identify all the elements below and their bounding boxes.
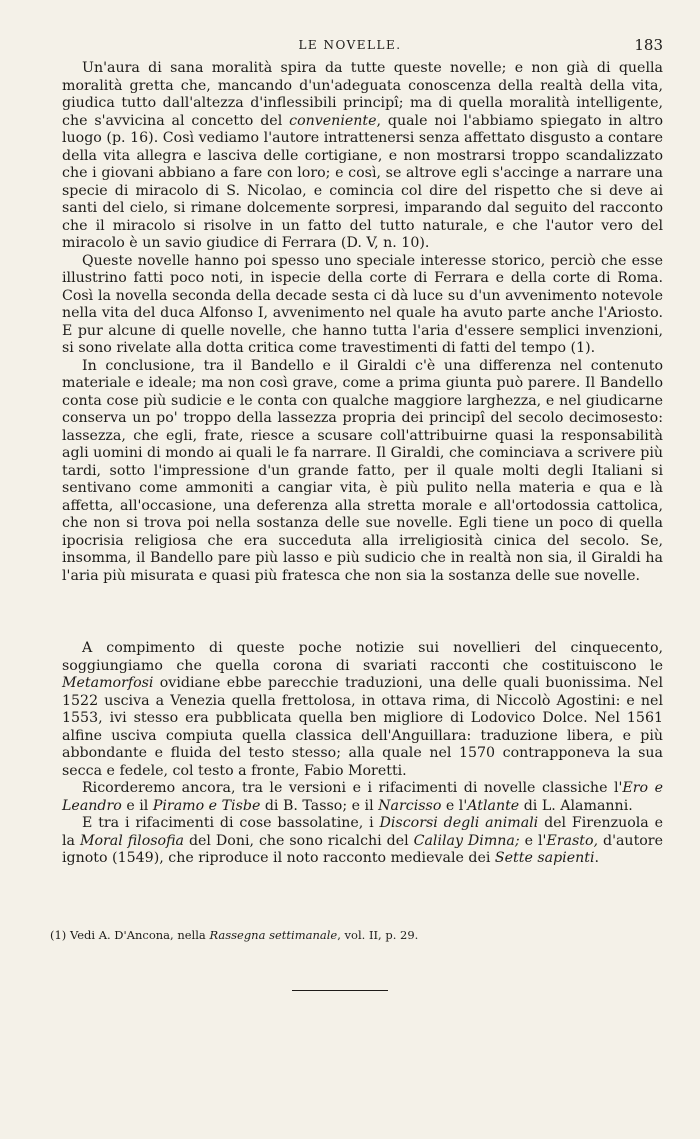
text-run: di B. Tasso; e il xyxy=(260,797,379,814)
text-run: di L. Alamanni. xyxy=(519,797,633,814)
text-run: e il xyxy=(121,797,153,814)
paragraph-metamorphoses xyxy=(62,640,663,780)
italic-term: conveniente xyxy=(289,112,377,129)
text-run: Ricorderemo ancora, tra le versioni e i rifacimenti di novelle classiche l' xyxy=(82,780,623,796)
italic-title: Sette sapienti xyxy=(494,850,595,866)
paragraph-historical-interest: Queste novelle hanno poi spesso uno speciale interesse storico, perciò che esse illustrino fatti poco noti, in ispecie della corte di Ferrara e della corte di Roma. Così la novella seconda della decade sesta ci dà luce su d'un avvenimento notevole nella vita del duca Alfonso I, avvenimento nel quale ha avuto parte anche l'Ariosto. E pur alcune di quelle novelle, che hanno tutta l'aria d'essere semplici invenzioni, si sono rivelate alla dotta critica come travestimenti di fatti del tempo (1). xyxy=(62,252,663,356)
italic-title: Erasto, xyxy=(546,832,599,849)
italic-title: Metamorfosi xyxy=(62,675,154,691)
italic-title: Piramo e Tisbe xyxy=(152,797,261,814)
text-run: del Doni, che sono ricalchi del xyxy=(184,832,414,849)
text-run: (1) Vedi A. D'Ancona, nella xyxy=(50,928,210,942)
text-run: e l' xyxy=(441,797,468,814)
running-title: LE NOVELLE. xyxy=(298,38,402,52)
paragraph-morality xyxy=(62,60,663,253)
paragraph-late-latin-remakes xyxy=(62,815,663,868)
text-run: Un'aura di sana moralità spira da tutte queste novelle; e non già di quella moralità gretta che, mancando d'un'adeguata conoscenza della realtà della vita, giudica tutto dall'altezza d'inflessibili principî; ma di quella moralità intelligente, che s'avvicina al concetto del xyxy=(62,60,663,129)
italic-title: Atlante xyxy=(467,797,520,814)
page-number: 183 xyxy=(634,36,663,54)
italic-title: Rassegna settimanale xyxy=(209,928,338,942)
footnote xyxy=(50,928,670,943)
text-run: ovidiane ebbe parecchie traduzioni, una delle quali buonissima. Nel 1522 usciva a Venezia quella frettolosa, in ottava rima, di Niccolò Agostini: e nel 1553, ivi stesso era pubblicata quella ben migliore di Lodovico Dolce. Nel 1561 alfine usciva compiuta quella classica dell'Anguillara: traduzione libera, e più abbondante e fluida del testo stesso; alla quale nel 1570 contrapponeva la sua secca e fedele, col testo a fronte, Fabio Moretti. xyxy=(62,675,663,779)
italic-title: Discorsi degli animali xyxy=(379,815,539,831)
text-run: del Firenzuola e la xyxy=(62,815,663,849)
italic-title: Moral filosofia xyxy=(79,832,185,849)
text-run: E tra i rifacimenti di cose bassolatine, i xyxy=(82,815,380,831)
text-run: d'autore ignoto (1549), che riproduce il noto racconto medievale dei xyxy=(62,832,663,866)
secondary-text-block xyxy=(62,640,663,868)
paragraph-classical-remakes xyxy=(62,780,663,815)
text-run: , quale noi l'abbiamo spiegato in altro luogo (p. 16). Così vediamo l'autore intrattenersi senza affettato disgusto a contare della vita allegra e lasciva delle cortigiane, e non mostrarsi troppo scandalizzato che i giovani abbiano a fare con loro; e così, se altrove egli s'accinge a narrare una specie di miracolo di S. Nicolao, e comincia col dire del rispetto che si deve ai santi del cielo, si rimane dolcemente sorpresi, imparando dal seguito del racconto che il miracolo si risolve in un fatto del tutto naturale, e che l'autor vero del miracolo è un savio giudice di Ferrara (D. V, n. 10). xyxy=(62,112,663,251)
main-text-block xyxy=(62,60,663,585)
italic-title: Calilay Dimna; xyxy=(413,832,520,849)
italic-title: Ero e Leandro xyxy=(62,780,664,814)
italic-title: Narcisso xyxy=(378,797,442,814)
text-run: . xyxy=(594,850,599,866)
text-run: , vol. II, p. 29. xyxy=(337,928,419,942)
text-run: e l' xyxy=(519,832,547,849)
end-rule-divider xyxy=(292,990,388,991)
text-run: A compimento di queste poche notizie sui novellieri del cinquecento, soggiungiamo che quella corona di svariati racconti che costituiscono le xyxy=(62,640,663,674)
paragraph-conclusion: In conclusione, tra il Bandello e il Giraldi c'è una differenza nel contenuto materiale e ideale; ma non così grave, come a prima giunta può parere. Il Bandello conta cose più sudicie e le conta con qualche maggiore larghezza, e nel giudicarne conserva un po' troppo della lassezza propria dei principî del secolo decimosesto: lassezza, che egli, frate, riesce a scusare coll'attribuirne quasi la responsabilità agli uomini di mondo ai quali le fa narrare. Il Giraldi, che cominciava a scrivere più tardi, sotto l'impressione d'un grande fatto, per il quale molti degli Italiani si sentivano come ammoniti a cangiar vita, è più pulito nella materia e qua e là affetta, all'occasione, una deferenza alla stretta morale e all'ortodossia cattolica, che non si trova poi nella sostanza delle sue novelle. Egli tiene un poco di quella ipocrisia religiosa che era succeduta alla irreligiosità cinica del secolo. Se, insomma, il Bandello pare più lasso e più sudicio che in realtà non sia, il Giraldi ha l'aria più misurata e quasi più fratesca che non sia la sostanza delle sue novelle. xyxy=(62,357,663,584)
